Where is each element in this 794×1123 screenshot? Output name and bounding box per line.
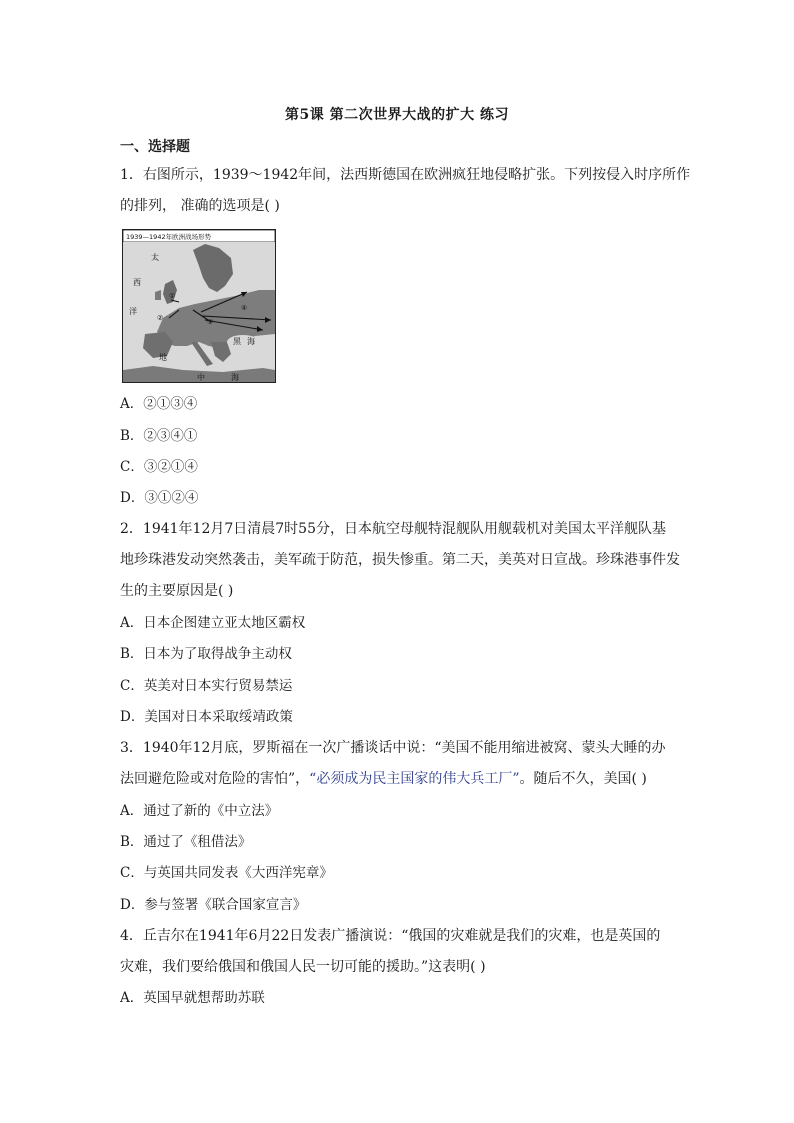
q3-option-a[interactable]: A．通过了新的《中立法》 xyxy=(120,803,279,819)
map-label-black-2: 海 xyxy=(247,337,255,346)
q3-stem-line1: 3．1940年12月底，罗斯福在一次广播谈话中说：“美国不能用缩进被窝、蒙头大睡的办 xyxy=(120,740,666,756)
q4-stem-line1: 4．丘吉尔在1941年6月22日发表广播演说：“俄国的灾难就是我们的灾难，也是英国的 xyxy=(120,928,661,944)
q2-stem-line3: 生的主要原因是( ) xyxy=(120,583,234,599)
q1-stem-line2: 的排列， 准确的选项是( ) xyxy=(120,198,280,214)
map-label-med-3: 海 xyxy=(231,373,239,382)
q1-option-c[interactable]: C．③②①④ xyxy=(120,459,198,475)
q3-stem-line2 xyxy=(120,769,647,789)
q3-stem-line2-part1: 法回避危险或对危险的害怕”， xyxy=(120,771,310,787)
section-heading: 一、选择题 xyxy=(120,139,190,155)
q2-stem-line1: 2．1941年12月7日清晨7时55分，日本航空母舰特混舰队用舰载机对美国太平洋舰队基 xyxy=(120,521,666,537)
map-marker-1: ① xyxy=(169,292,176,300)
q2-stem-line2: 地珍珠港发动突然袭击，美军疏于防范，损失惨重。第二天，美英对日宣战。珍珠港事件发 xyxy=(120,552,680,568)
map-label-black-1: 黑 xyxy=(233,337,241,346)
map-title: 1939—1942年欧洲战场形势 xyxy=(126,233,212,241)
q2-option-b[interactable]: B．日本为了取得战争主动权 xyxy=(120,646,292,662)
q1-option-b[interactable]: B．②③④① xyxy=(120,428,198,444)
page-title: 第5课 第二次世界大战的扩大 练习 xyxy=(285,107,509,123)
q2-option-d[interactable]: D．美国对日本采取绥靖政策 xyxy=(120,709,293,725)
map-label-med-2: 中 xyxy=(197,373,205,382)
map-marker-4: ④ xyxy=(241,304,248,312)
q2-option-c[interactable]: C．英美对日本实行贸易禁运 xyxy=(120,678,293,694)
q3-option-c[interactable]: C．与英国共同发表《大西洋宪章》 xyxy=(120,865,333,881)
q4-stem-line2: 灾难，我们要给俄国和俄国人民一切可能的援助。”这表明( ) xyxy=(120,959,486,975)
map-label-atlantic-2: 西 xyxy=(133,278,141,287)
q1-option-d[interactable]: D．③①②④ xyxy=(120,490,199,506)
map-label-atlantic-1: 太 xyxy=(151,253,159,262)
q3-option-d[interactable]: D．参与签署《联合国家宣言》 xyxy=(120,897,307,913)
map-marker-2: ② xyxy=(157,314,164,322)
q3-quote-arsenal: “必须成为民主国家的伟大兵工厂” xyxy=(309,771,520,787)
map-marker-3: ③ xyxy=(207,318,214,326)
q1-stem-line1: 1．右图所示，1939～1942年间，法西斯德国在欧洲疯狂地侵略扩张。下列按侵入时序所作 xyxy=(120,167,691,183)
europe-map-drawing xyxy=(123,230,275,382)
q4-option-a[interactable]: A．英国早就想帮助苏联 xyxy=(120,990,265,1006)
europe-war-map xyxy=(122,229,276,383)
q2-option-a[interactable]: A．日本企图建立亚太地区霸权 xyxy=(120,615,306,631)
map-label-med-1: 地 xyxy=(159,353,167,362)
q1-option-a[interactable]: A．②①③④ xyxy=(120,396,198,412)
q3-option-b[interactable]: B．通过了《租借法》 xyxy=(120,834,252,850)
q3-stem-line2-part3: 。随后不久，美国( ) xyxy=(519,771,647,787)
map-label-atlantic-3: 洋 xyxy=(129,307,137,316)
